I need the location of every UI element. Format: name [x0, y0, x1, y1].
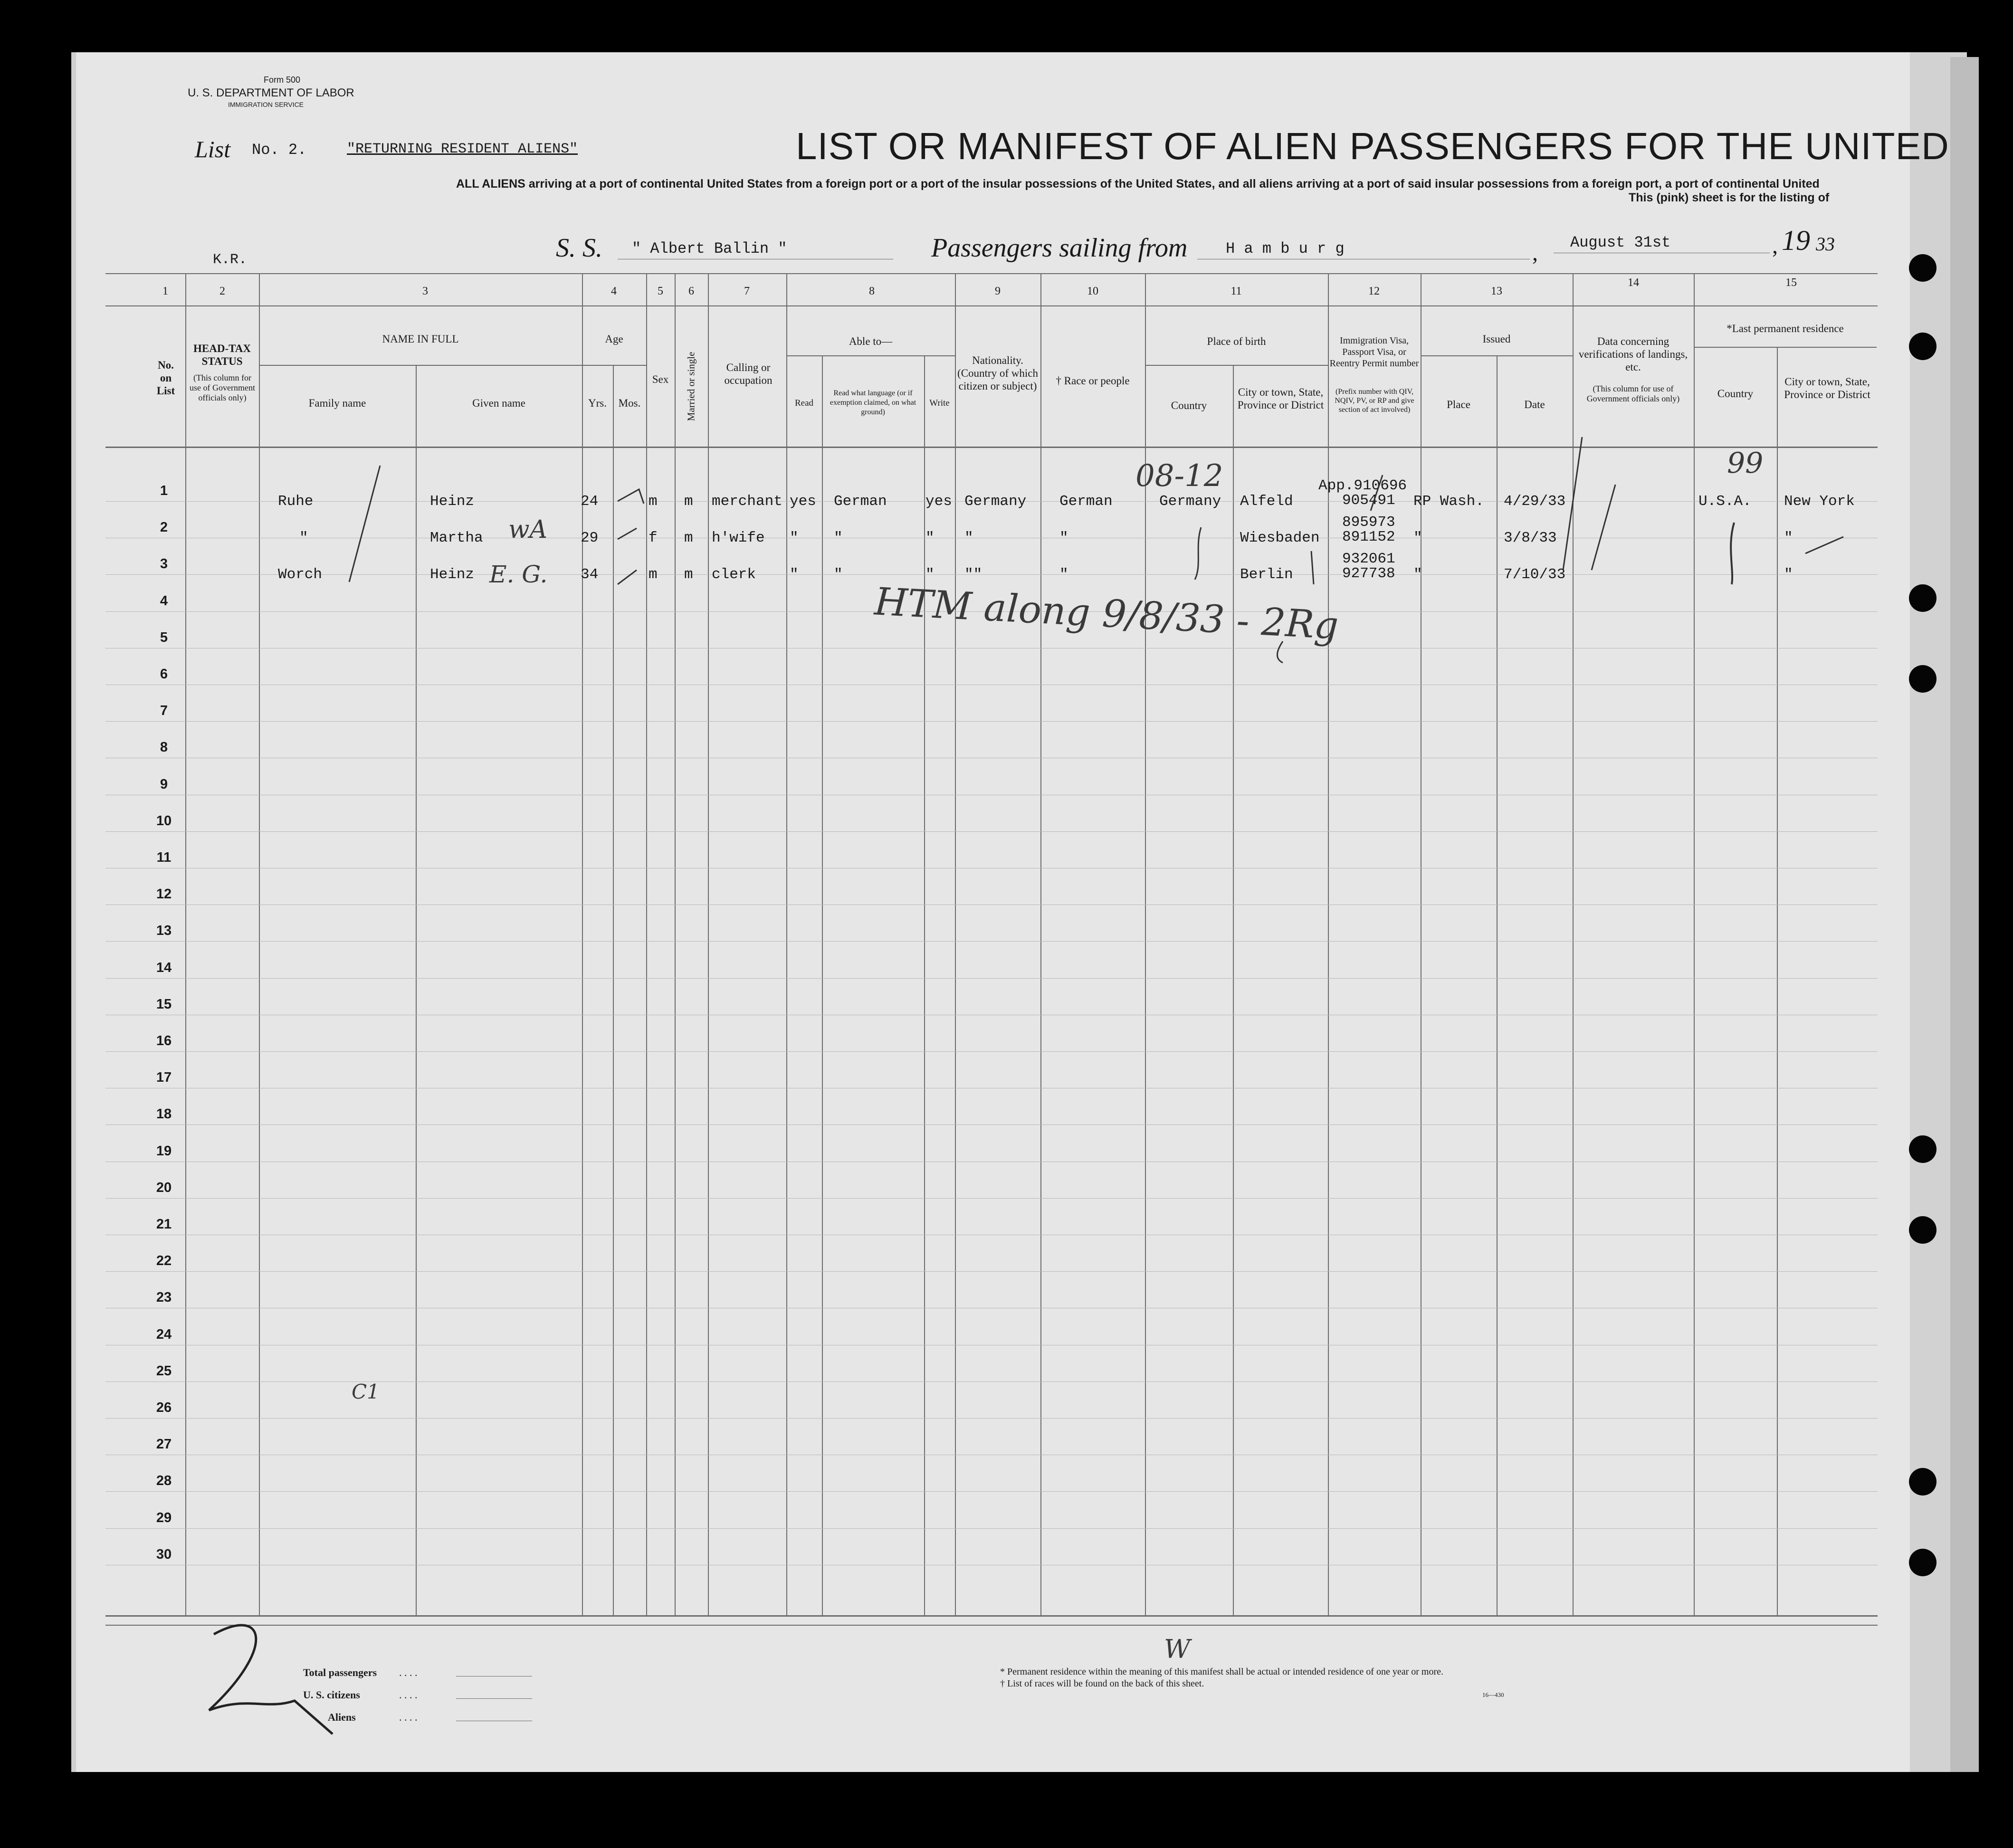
dots: . . . . — [399, 1667, 418, 1678]
header-married: Married or single — [685, 352, 697, 421]
header-visa: Immigration Visa, Passport Visa, or Reentry Permit number — [1329, 335, 1419, 369]
cell-issued-date: 3/8/33 — [1504, 530, 1557, 547]
instruction-line-1: ALL ALIENS arriving at a port of continental United States from a foreign port or a port of the insular possessions of the United States, and all aliens arriving at a port of said insular possessions from a foreign port, a port of continental United — [456, 177, 1820, 191]
header-visa-note: (Prefix number with QIV, NQIV, PV, or RP and give section of act involved) — [1335, 388, 1414, 414]
row-number: 13 — [156, 923, 172, 939]
handwritten-c1: C1 — [352, 1380, 380, 1403]
cell-age-years: 34 — [581, 566, 599, 583]
cell-birth-country: Germany — [1159, 493, 1221, 510]
column-number: 9 — [995, 285, 1001, 297]
cell-nationality: "" — [964, 566, 983, 583]
row-number: 30 — [156, 1546, 172, 1562]
column-number: 6 — [688, 285, 694, 297]
header-head-tax-note: (This column for use of Government officials only) — [190, 373, 255, 402]
row-number: 12 — [156, 886, 172, 902]
cell-occupation: clerk — [712, 566, 756, 583]
column-number: 2 — [219, 285, 225, 297]
handwritten-annotation: HTM along 9/8/33 - 2Rg — [873, 579, 1340, 648]
column-number: 7 — [744, 285, 750, 297]
header-sex: Sex — [652, 373, 669, 385]
handwritten-08-12: 08-12 — [1135, 458, 1223, 494]
row-number: 29 — [156, 1510, 172, 1525]
print-code: 16—430 — [1482, 1691, 1504, 1698]
row-number: 25 — [156, 1363, 172, 1379]
cell-birth-city: Wiesbaden — [1240, 530, 1320, 547]
header-issued-place: Place — [1447, 399, 1470, 410]
row-number: 17 — [156, 1070, 172, 1086]
cell-married: m — [684, 493, 693, 510]
row-number: 23 — [156, 1290, 172, 1305]
cell-age-years: 24 — [581, 493, 599, 510]
cell-visa-number-a: App.910696 — [1318, 477, 1407, 494]
column-number: 4 — [611, 285, 617, 297]
header-calling: Calling or occupation — [724, 362, 773, 386]
header-place-of-birth: Place of birth — [1207, 335, 1266, 347]
header-no-on-list: No. on List — [156, 359, 175, 397]
cell-given-name: Heinz — [430, 493, 475, 510]
cell-read: " — [790, 566, 799, 583]
header-mos: Mos. — [618, 397, 641, 409]
header-able-to: Able to— — [849, 335, 893, 347]
header-given-name: Given name — [472, 397, 525, 409]
cell-issued-date: 4/29/33 — [1504, 493, 1566, 510]
header-data-concerning: Data concerning verifications of landings, etc. — [1578, 335, 1688, 373]
aliens-label: Aliens — [328, 1711, 356, 1723]
row-number: 14 — [156, 960, 172, 975]
list-type: "RETURNING RESIDENT ALIENS" — [347, 141, 578, 157]
cell-married: m — [684, 530, 693, 547]
cell-occupation: h'wife — [712, 530, 765, 547]
cell-read: " — [790, 530, 799, 547]
header-name-in-full: NAME IN FULL — [382, 333, 459, 345]
row-number: 15 — [156, 996, 172, 1012]
handwritten-wa: wA — [508, 515, 548, 544]
cell-visa-number-b: 927738 — [1342, 565, 1395, 582]
row-number: 5 — [160, 629, 168, 645]
cell-visa-number-a: 932061 — [1342, 551, 1395, 568]
header-age: Age — [605, 333, 623, 345]
total-passengers-line — [456, 1676, 532, 1677]
header-res-city: City or town, State, Province or District — [1784, 376, 1870, 400]
cell-age-years: 29 — [581, 530, 599, 547]
cell-residence-city: " — [1784, 530, 1793, 547]
form-number: Form 500 — [264, 75, 301, 85]
row-number: 1 — [160, 483, 168, 498]
header-race: † Race or people — [1056, 375, 1130, 387]
row-number: 16 — [156, 1033, 172, 1048]
header-issued-date: Date — [1524, 399, 1545, 410]
row-number: 3 — [160, 556, 168, 572]
header-write: Write — [929, 398, 950, 408]
cell-write: " — [925, 530, 935, 547]
cell-sex: m — [649, 493, 658, 510]
cell-sex: m — [649, 566, 658, 583]
sailing-label: Passengers sailing from — [931, 233, 1188, 263]
us-citizens-label: U. S. citizens — [303, 1689, 360, 1701]
departure-port: H a m b u r g — [1226, 240, 1345, 257]
cell-issued-date: 7/10/33 — [1504, 566, 1566, 583]
row-number: 4 — [160, 593, 168, 609]
header-issued: Issued — [1482, 333, 1511, 345]
cell-write: " — [925, 566, 935, 583]
dots: . . . . — [399, 1711, 418, 1723]
header-res-country: Country — [1717, 388, 1754, 400]
cell-race: German — [1059, 493, 1113, 510]
header-head-tax: HEAD-TAX STATUS — [193, 343, 251, 367]
header-nationality: Nationality. (Country of which citizen or subject) — [957, 354, 1038, 392]
cell-nationality: Germany — [964, 493, 1027, 510]
dots: . . . . — [399, 1689, 418, 1701]
total-passengers-label: Total passengers — [303, 1667, 377, 1678]
row-number: 26 — [156, 1400, 172, 1415]
cell-family-name: Worch — [278, 566, 323, 583]
cell-sex: f — [649, 530, 658, 547]
cell-read-language: " — [834, 566, 843, 583]
cell-write: yes — [925, 493, 952, 510]
cell-occupation: merchant — [712, 493, 782, 510]
cell-given-name: Martha — [430, 530, 483, 547]
cell-visa-number-b: 891152 — [1342, 529, 1395, 546]
column-number: 5 — [658, 285, 663, 297]
cell-read-language: " — [834, 530, 843, 547]
comma: , — [1772, 233, 1778, 258]
column-number: 3 — [422, 285, 428, 297]
row-number: 19 — [156, 1143, 172, 1159]
cell-visa-number-b: 905491 — [1342, 492, 1395, 509]
column-number: 11 — [1231, 285, 1242, 297]
row-number: 20 — [156, 1180, 172, 1195]
year-prefix: 19 — [1782, 225, 1810, 256]
column-number: 1 — [162, 285, 168, 297]
sailing-date: August 31st — [1570, 234, 1671, 251]
cell-read-language: German — [834, 493, 887, 510]
header-last-residence: *Last permanent residence — [1727, 323, 1844, 334]
row-number: 8 — [160, 740, 168, 755]
cell-read: yes — [790, 493, 816, 510]
ss-label: S. S. — [556, 233, 602, 263]
comma: , — [1532, 240, 1538, 266]
header-yrs: Yrs. — [588, 397, 607, 409]
header-data-note: (This column for use of Government officials only) — [1586, 384, 1680, 403]
cell-issued-place: " — [1413, 566, 1422, 583]
header-family-name: Family name — [308, 397, 366, 409]
line-code: K.R. — [213, 252, 248, 268]
list-label: List — [195, 136, 231, 162]
header-read-language: Read what language (or if exemption claimed, on what ground) — [830, 389, 916, 416]
cell-visa-number-a: 895973 — [1342, 514, 1395, 531]
year: 33 — [1816, 233, 1835, 255]
column-number: 15 — [1785, 276, 1797, 289]
row-number: 10 — [156, 813, 172, 829]
column-number: 13 — [1491, 285, 1502, 297]
us-citizens-line — [456, 1698, 532, 1699]
row-number: 21 — [156, 1217, 172, 1232]
cell-residence-country: U.S.A. — [1698, 493, 1752, 510]
service-name: IMMIGRATION SERVICE — [228, 101, 304, 108]
row-number: 6 — [160, 667, 168, 682]
cell-race: " — [1059, 530, 1069, 547]
cell-birth-city: Alfeld — [1240, 493, 1293, 510]
manifest-title: LIST OR MANIFEST OF ALIEN PASSENGERS FOR THE UNITED — [796, 125, 1949, 167]
cell-issued-place: RP Wash. — [1413, 493, 1484, 510]
cell-issued-place: " — [1413, 530, 1422, 547]
row-number: 22 — [156, 1253, 172, 1269]
cell-married: m — [684, 566, 693, 583]
list-number: No. 2. — [252, 141, 307, 159]
row-number: 7 — [160, 703, 168, 719]
handwritten-99: 99 — [1727, 447, 1764, 480]
cell-family-name: " — [299, 530, 308, 547]
ship-name: " Albert Ballin " — [632, 240, 787, 257]
row-number: 18 — [156, 1106, 172, 1122]
row-number: 9 — [160, 776, 168, 792]
row-number: 27 — [156, 1437, 172, 1452]
handwritten-eg: E. G. — [489, 561, 548, 588]
column-number: 8 — [869, 285, 875, 297]
handwritten-w: W — [1164, 1634, 1191, 1664]
footnote-races: † List of races will be found on the back of this sheet. — [1000, 1678, 1204, 1689]
header-birth-city: City or town, State, Province or District — [1237, 386, 1324, 411]
column-number: 12 — [1368, 285, 1380, 297]
cell-residence-city: New York — [1784, 493, 1855, 510]
footnote-residence: * Permanent residence within the meaning of this manifest shall be actual or intended residence of one year or more. — [1000, 1667, 1444, 1677]
department-name: U. S. DEPARTMENT OF LABOR — [188, 86, 354, 99]
header-birth-country: Country — [1171, 400, 1207, 411]
cell-race: " — [1059, 566, 1069, 583]
column-number: 10 — [1087, 285, 1098, 297]
cell-family-name: Ruhe — [278, 493, 314, 510]
column-number: 14 — [1628, 276, 1639, 289]
row-number: 2 — [160, 520, 168, 535]
row-number: 24 — [156, 1326, 172, 1342]
cell-birth-city: Berlin — [1240, 566, 1293, 583]
cell-nationality: " — [964, 530, 973, 547]
cell-given-name: Heinz — [430, 566, 475, 583]
header-read: Read — [794, 398, 814, 408]
row-number: 28 — [156, 1473, 172, 1489]
row-number: 11 — [156, 850, 172, 865]
instruction-line-2: This (pink) sheet is for the listing of — [1629, 191, 1830, 204]
cell-residence-city: " — [1784, 566, 1793, 583]
